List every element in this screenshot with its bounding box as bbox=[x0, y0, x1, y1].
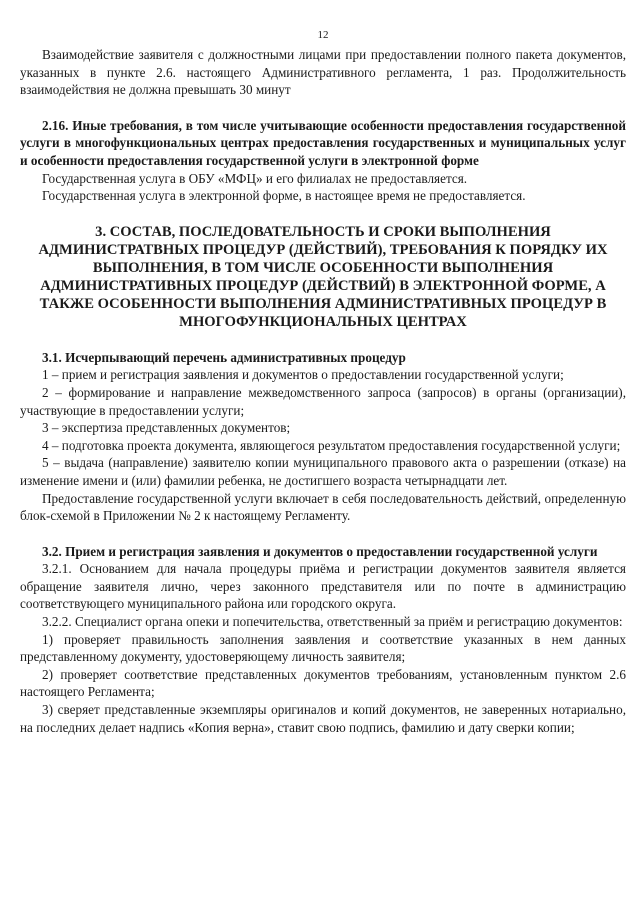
page-number: 12 bbox=[317, 29, 329, 41]
section-3-1-heading: 3.1. Исчерпывающий перечень административных процедур bbox=[42, 349, 406, 365]
intro-paragraph: Взаимодействие заявителя с должностными лицами при предоставлении полного пакета документов, указанных в пункте 2.6. настоящего Административного регламента, 1 раз. Продолжительность взаимодействия не должна превышать 30 минут bbox=[20, 47, 626, 98]
document-page bbox=[20, 28, 626, 736]
section-2-16-heading: 2.16. Иные требования, в том числе учитывающие особенности предоставления государственной услуги в многофункциональных центрах предоставления государственных и муниципальных услуг и особенности предоставления государственной услуги в электронной форме bbox=[20, 117, 626, 168]
section-3-2-heading: 3.2. Прием и регистрация заявления и документов о предоставлении государственной услуги bbox=[42, 543, 598, 559]
check-step-3: 3) сверяет представленные экземпляры оригиналов и копий документов, не заверенных нотариально, на последних делает надпись «Копия верна», ставит свою подпись, фамилию и дату сверки копии; bbox=[20, 702, 626, 735]
section-2-16-paragraph-1: Государственная услуга в ОБУ «МФЦ» и его филиалах не предоставляется. bbox=[42, 170, 468, 186]
section-3-1-closing-paragraph: Предоставление государственной услуги включает в себя последовательность действий, определенную блок-схемой в Приложении № 2 к настоящему Регламенту. bbox=[20, 490, 626, 524]
procedure-item-5: 5 – выдача (направление) заявителю копии муниципального правового акта о разрешении (отказе) на изменение имени и (или) фамилии ребенка, не достигшего возраста четырнадцати лет. bbox=[20, 455, 626, 488]
paragraph-3-2-2: 3.2.2. Специалист органа опеки и попечительства, ответственный за приём и регистрацию документов: bbox=[42, 614, 623, 630]
procedure-item-1: 1 – прием и регистрация заявления и документов о предоставлении государственной услуги; bbox=[42, 367, 564, 383]
procedure-item-4: 4 – подготовка проекта документа, являющегося результатом предоставления государственной услуги; bbox=[42, 437, 621, 453]
procedure-item-2: 2 – формирование и направление межведомственного запроса (запросов) в органы (организации), участвующие в предоставлении услуги; bbox=[20, 384, 626, 418]
section-2-16-paragraph-2: Государственная услуга в электронной форме, в настоящее время не предоставляется. bbox=[42, 188, 526, 204]
procedure-item-3: 3 – экспертиза представленных документов; bbox=[42, 420, 291, 436]
check-step-1: 1) проверяет правильность заполнения заявления и соответствие указанных в нем данных представленному документу, удостоверяющему личность заявителя; bbox=[20, 631, 626, 665]
paragraph-3-2-1: 3.2.1. Основанием для начала процедуры приёма и регистрации документов заявителя является обращение заявителя лично, через законного представителя или по почте в администрацию соответствующего муниципального района или городского округа. bbox=[20, 561, 626, 612]
section-3-heading: 3. СОСТАВ, ПОСЛЕДОВАТЕЛЬНОСТЬ И СРОКИ ВЫПОЛНЕНИЯ АДМИНИСТРАТВНЫХ ПРОЦЕДУР (ДЕЙСТВИЙ), ТРЕБОВАНИЯ К ПОРЯДКУ ИХ ВЫПОЛНЕНИЯ, В ТОМ ЧИСЛЕ ОСОБЕННОСТИ ВЫПОЛНЕНИЯ АДМИНИСТРАТИВНЫХ ПРОЦЕДУР (ДЕЙСТВИЙ) В ЭЛЕКТРОННОЙ ФОРМЕ, А ТАКЖЕ ОСОБЕННОСТИ ВЫПОЛНЕНИЯ АДМИНИСТРАТИВНЫХ ПРОЦЕДУР В МНОГОФУНКЦИОНАЛЬНЫХ ЦЕНТРАХ bbox=[38, 223, 608, 330]
check-step-2: 2) проверяет соответствие представленных документов требованиям, установленным пунктом 2.6 настоящего Регламента; bbox=[20, 666, 626, 700]
